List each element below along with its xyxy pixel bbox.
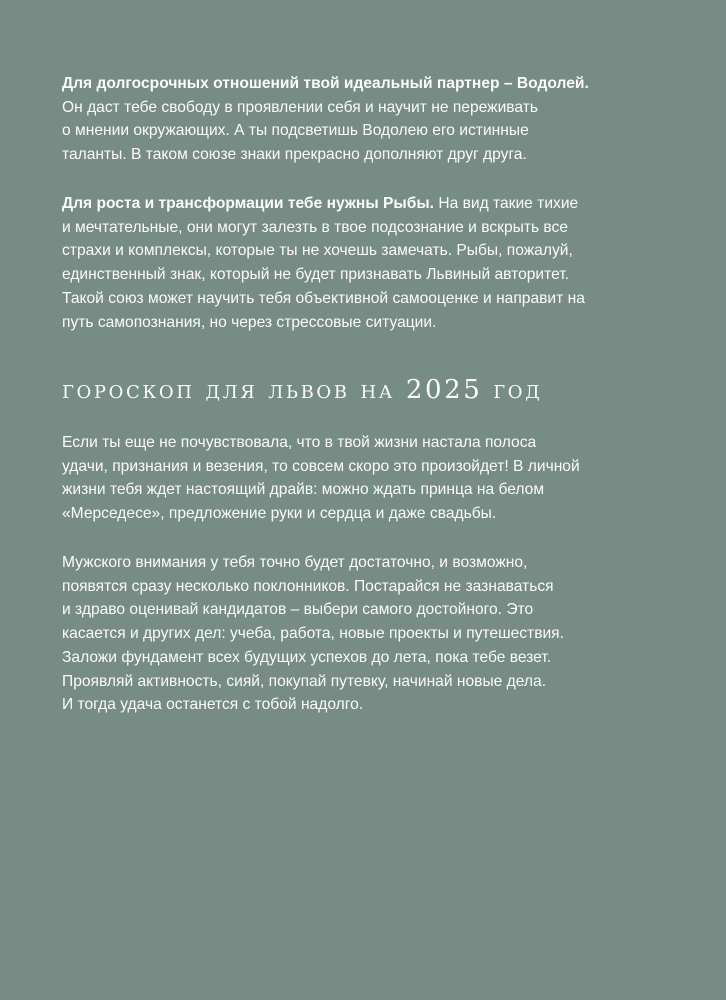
- paragraph-pisces: [62, 192, 682, 334]
- paragraph-line: Проявляй активность, сияй, покупай путевку, начинай новые дела.: [62, 672, 547, 690]
- paragraph-line: удачи, признания и везения, то совсем скоро это произойдет! В личной: [62, 457, 580, 475]
- paragraph-lead-rest: На вид такие тихие: [433, 195, 579, 212]
- paragraph-line: путь самопознания, но через стрессовые ситуации.: [62, 313, 437, 331]
- paragraph-line: и мечтательные, они могут залезть в твое подсознание и вскрыть все: [62, 218, 568, 236]
- paragraph-line: касается и других дел: учеба, работа, новые проекты и путешествия.: [62, 625, 564, 643]
- paragraph-first-line: [62, 192, 682, 216]
- paragraph-luck: [62, 431, 682, 526]
- paragraph-line: Заложи фундамент всех будущих успехов до лета, пока тебе везет.: [62, 648, 552, 666]
- paragraph-lead: Для роста и трансформации тебе нужны Рыбы.: [62, 195, 434, 212]
- paragraph-line: таланты. В таком союзе знаки прекрасно дополняют друг друга.: [62, 146, 527, 164]
- paragraph-line: о мнении окружающих. А ты подсветишь Водолею его истинные: [62, 122, 529, 140]
- paragraph-line: единственный знак, который не будет признавать Львиный авторитет.: [62, 266, 569, 284]
- paragraph-line: «Мерседесе», предложение руки и сердца и даже свадьбы.: [62, 505, 497, 523]
- paragraph-line: появятся сразу несколько поклонников. Постарайся не зазнаваться: [62, 577, 554, 595]
- paragraph-line: И тогда удача останется с тобой надолго.: [62, 696, 364, 714]
- paragraph-line: Такой союз может научить тебя объективной самооценке и направит на: [62, 289, 585, 307]
- paragraph-line: Он даст тебе свободу в проявлении себя и научит не переживать: [62, 98, 538, 116]
- paragraph-line: и здраво оценивай кандидатов – выбери самого достойного. Это: [62, 601, 534, 619]
- paragraph-line: Мужского внимания у тебя точно будет достаточно, и возможно,: [62, 554, 528, 571]
- paragraph-lead: Для долгосрочных отношений твой идеальный партнер – Водолей.: [62, 75, 589, 92]
- paragraph-line: Если ты еще не почувствовала, что в твой жизни настала полоса: [62, 434, 537, 451]
- paragraph-aquarius: [62, 72, 682, 167]
- paragraph-line: жизни тебя ждет настоящий драйв: можно ждать принца на белом: [62, 481, 545, 499]
- paragraph-line: страхи и комплексы, которые ты не хочешь замечать. Рыбы, пожалуй,: [62, 242, 573, 260]
- section-heading: гороскоп для львов на 2025 год: [62, 375, 543, 405]
- paragraph-attention: [62, 551, 682, 717]
